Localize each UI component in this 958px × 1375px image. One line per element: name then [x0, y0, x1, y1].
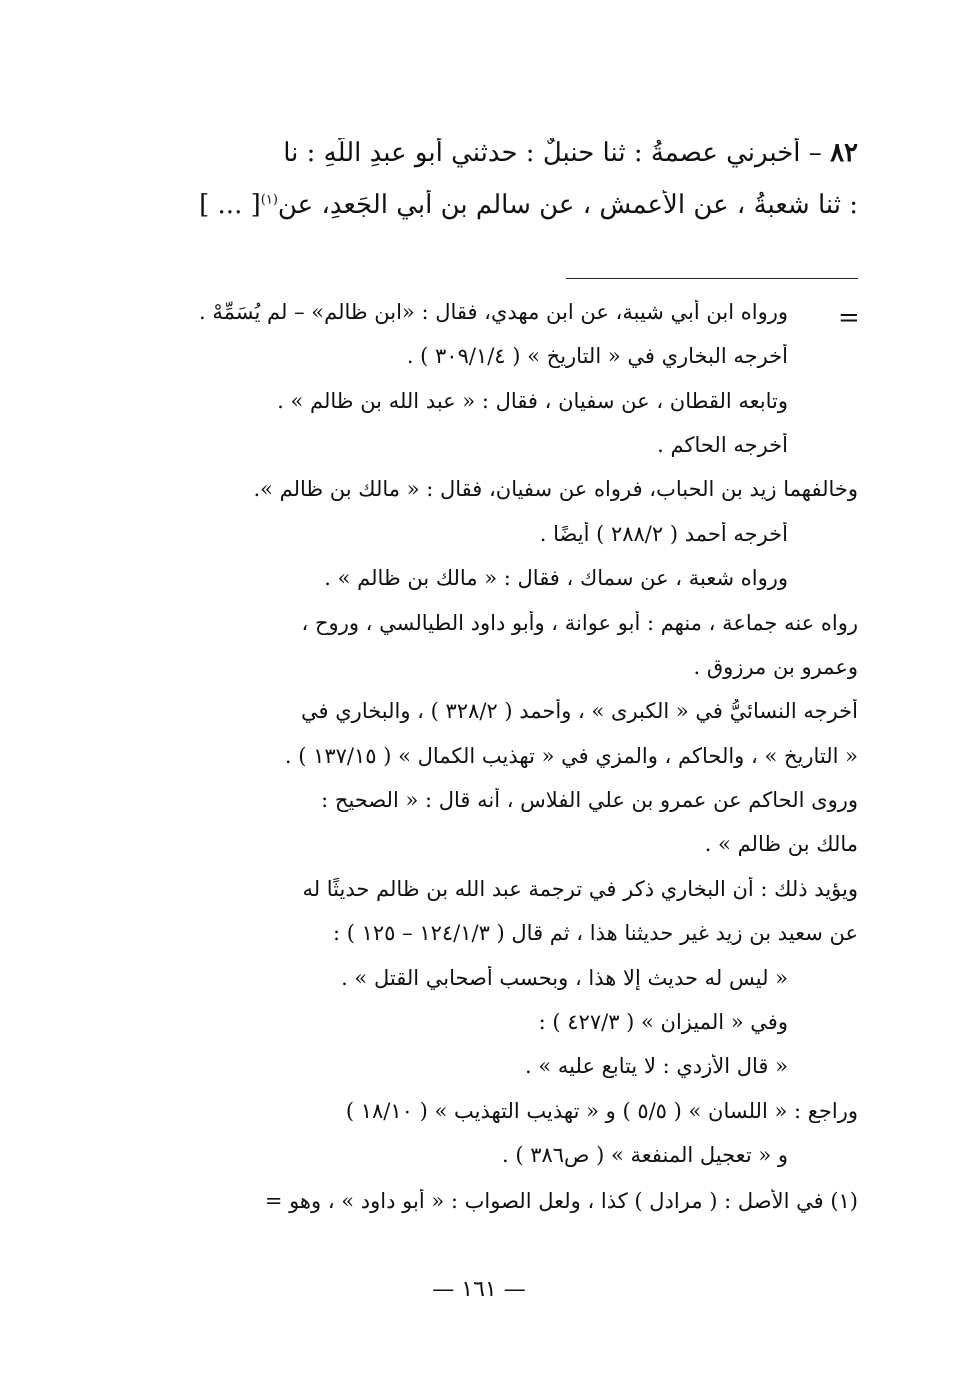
footnote-line: عن سعيد بن زيد غير حديثنا هذا ، ثم قال ( ١٢٤/١/٣ – ١٢٥ ) :: [333, 921, 858, 945]
footnote-line: وفي « الميزان » ( ٤٢٧/٣ ) :: [538, 1010, 788, 1034]
footnote-line: و « تعجيل المنفعة » ( ص٣٨٦ ) .: [501, 1143, 788, 1167]
footnote-line: « التاريخ » ، والحاكم ، والمزي في « تهذيب الكمال » ( ١٣٧/١٥ ) .: [284, 744, 858, 768]
main-text-line-1: [98, 138, 858, 168]
footnote-1: (١) في الأصل : ( مرادل ) كذا ، ولعل الصواب : « أبو داود » ، وهو =: [264, 1189, 858, 1213]
footnote-line: وروى الحاكم عن عمرو بن علي الفلاس ، أنه قال : « الصحيح :: [321, 788, 858, 812]
main-text-line-2-body: : ثنا شعبةُ ، عن الأعمشِ ، عن سالمِ بنِ أبي الجَعدِ، عن: [277, 190, 858, 220]
main-text-line-1-body: – أخبرني عصمةُ : ثنا حنبلٌ : حدثني أبو عبدِ اللَّهِ : نا: [283, 138, 831, 168]
footnote-line: أخرجه النسائيُّ في « الكبرى » ، وأحمد ( ٣٢٨/٢ ) ، والبخاري في: [301, 699, 858, 723]
footnote-line: أخرجه البخاري في « التاريخ » ( ٣٠٩/١/٤ ) .: [406, 344, 788, 368]
footnote-line: وتابعه القطان ، عن سفيان ، فقال : « عبد الله بن ظالم » .: [277, 389, 788, 413]
main-text-line-2: [98, 190, 858, 220]
continuation-mark: =: [838, 303, 860, 333]
footnote-line: وخالفهما زيد بن الحباب، فرواه عن سفيان، فقال : « مالك بن ظالم ».: [253, 477, 858, 501]
editorial-gap: [ ... ]: [199, 190, 261, 220]
footnote-line: « ليس له حديث إلا هذا ، وبحسب أصحابي القتل » .: [341, 966, 788, 990]
footnote-line: وعمرو بن مرزوق .: [693, 655, 858, 679]
footnote-line: أخرجه أحمد ( ٢٨٨/٢ ) أيضًا .: [539, 522, 788, 546]
hadith-number: ٨٢: [830, 138, 858, 168]
footnote-line: « قال الأزدي : لا يتابع عليه » .: [525, 1054, 788, 1078]
footnote-line: رواه عنه جماعة ، منهم : أبو عوانة ، وأبو داود الطيالسي ، وروح ،: [301, 611, 858, 635]
footnote-line: أخرجه الحاكم .: [657, 433, 788, 457]
footnote-line: ورواه ابن أبي شيبة، عن ابن مهدي، فقال : «ابن ظالم» – لم يُسَمِّهْ .: [199, 300, 788, 324]
footnote-line: ورواه شعبة ، عن سماك ، فقال : « مالك بن ظالم » .: [324, 566, 788, 590]
footnote-separator: [566, 278, 858, 279]
footnote-line: ويؤيد ذلك : أن البخاري ذكر في ترجمة عبد الله بن ظالم حديثًا له: [302, 877, 858, 901]
footnote-line: مالك بن ظالم » .: [704, 832, 858, 856]
footnote-line: وراجع : « اللسان » ( ٥/٥ ) و « تهذيب التهذيب » ( ١٨/١٠ ): [345, 1099, 858, 1123]
page-number: — ١٦١ —: [432, 1277, 526, 1302]
footnote-reference: (١): [260, 192, 278, 208]
